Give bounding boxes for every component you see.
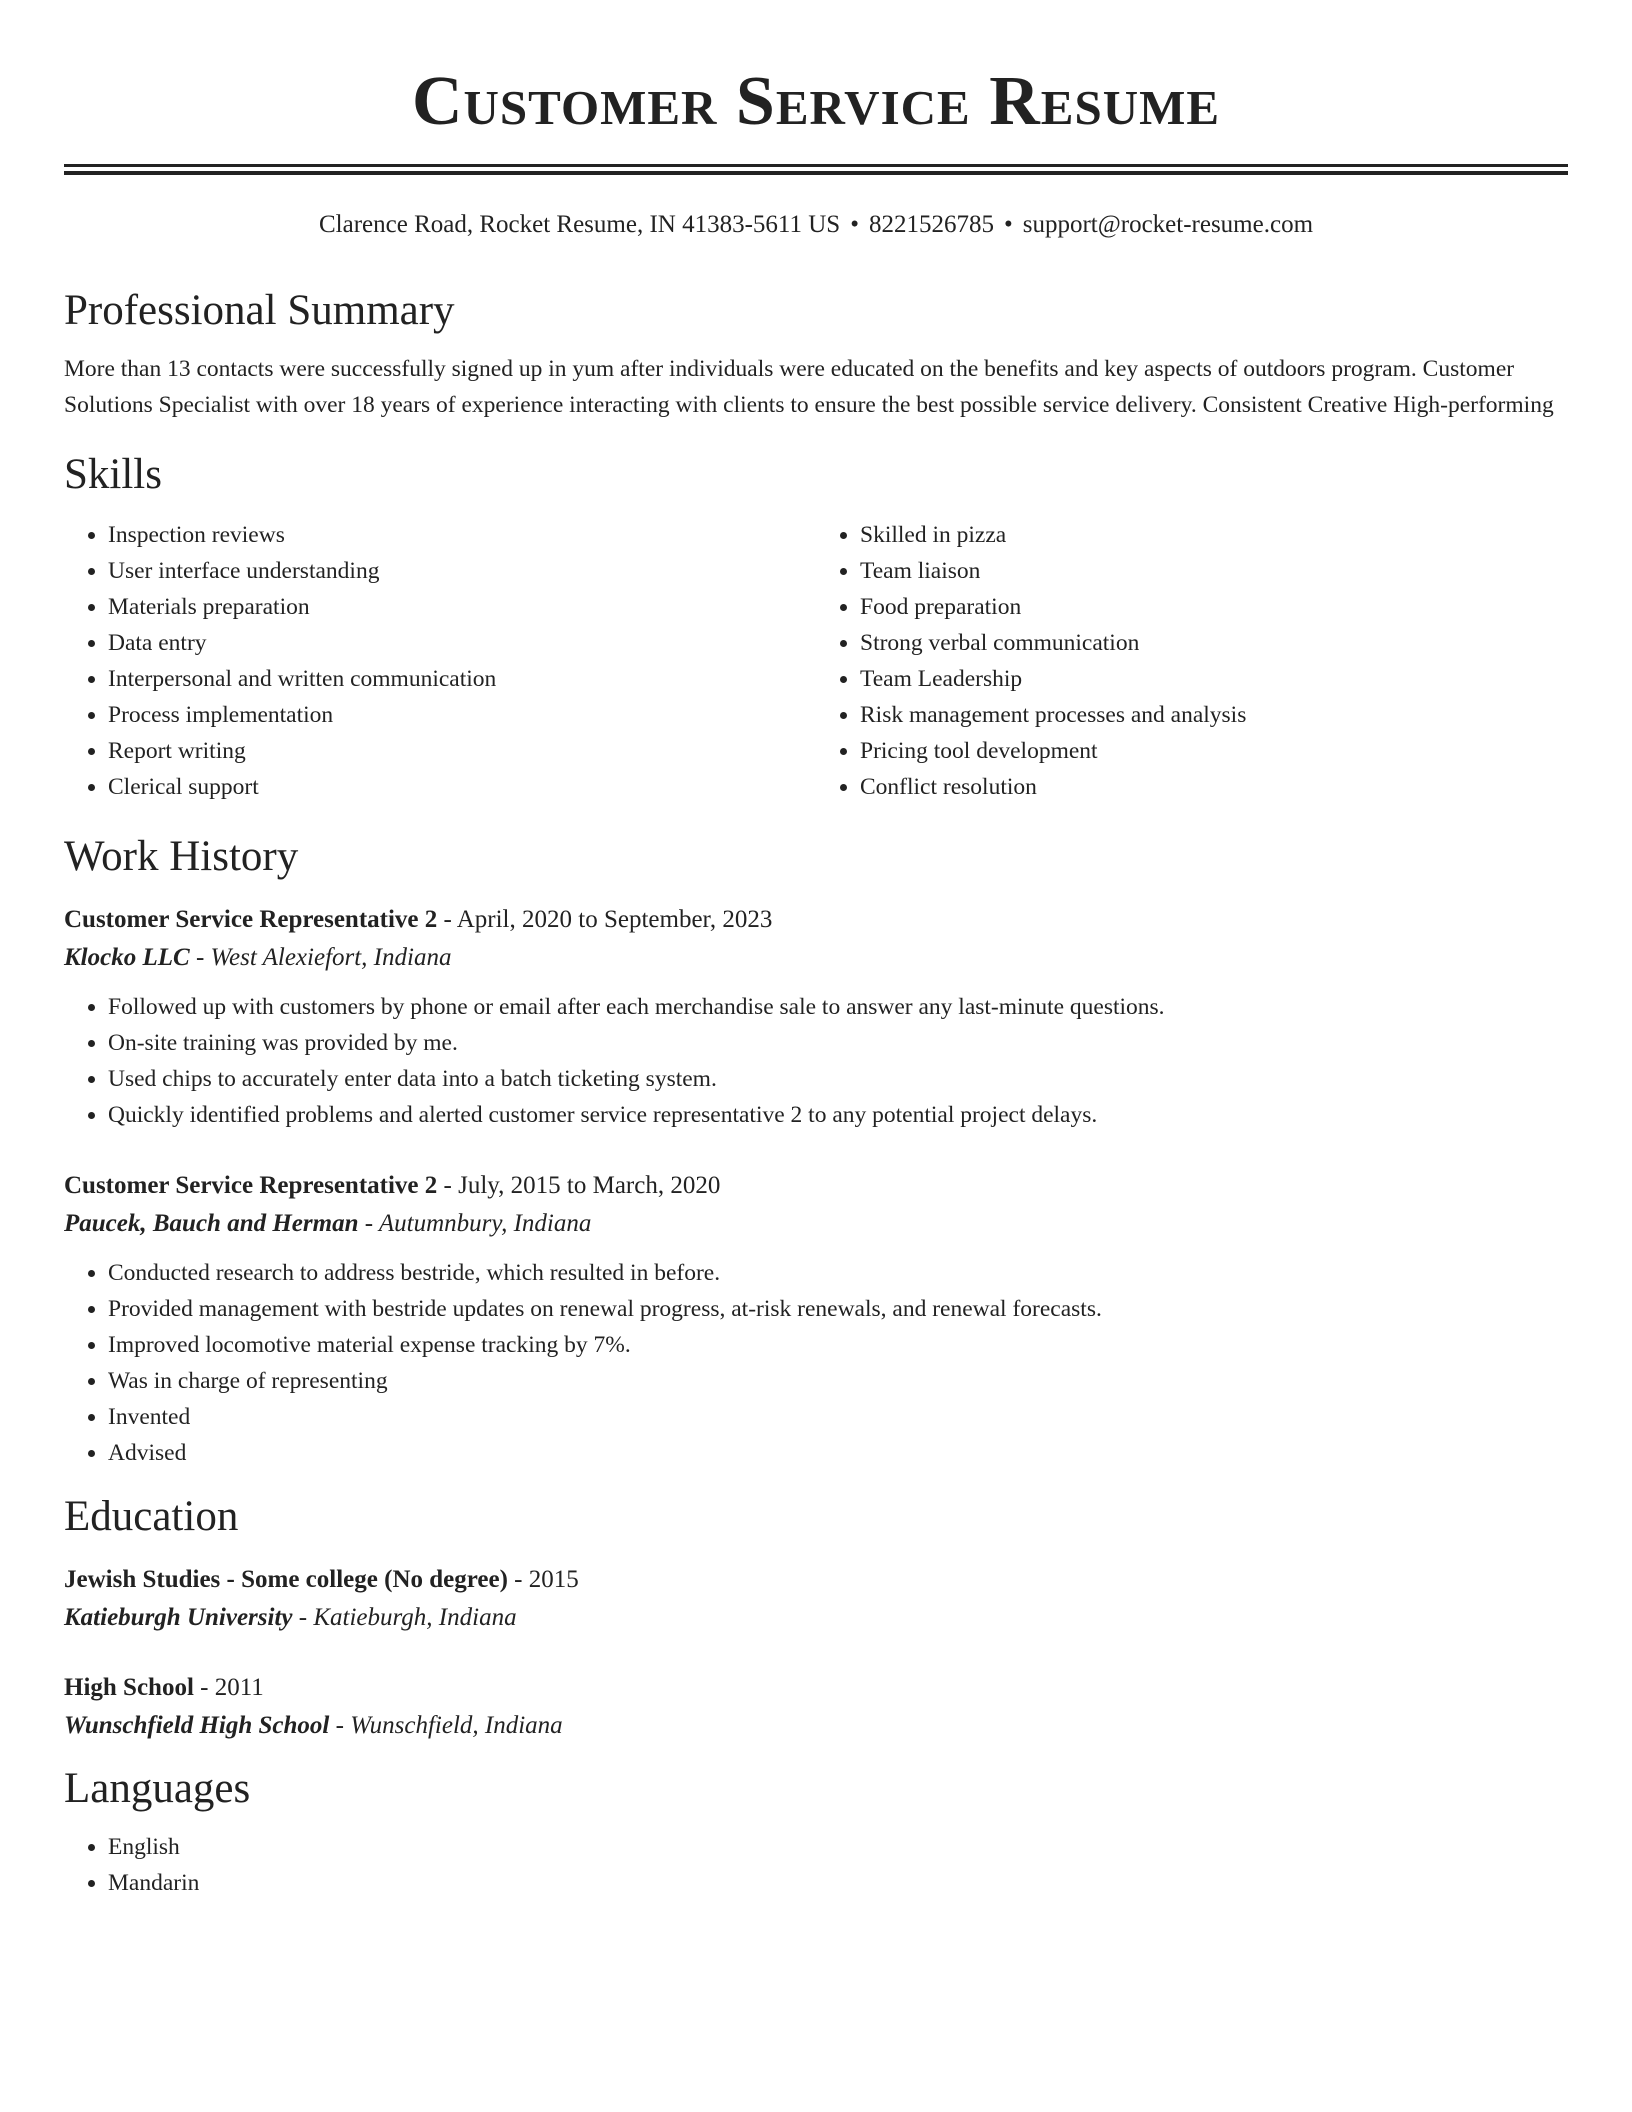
job-bullet: • Advised xyxy=(108,1435,1568,1471)
contact-separator: • xyxy=(1003,211,1013,238)
job-company-line xyxy=(64,1205,1568,1243)
job-company: Paucek, Bauch and Herman xyxy=(64,1210,359,1237)
contact-phone: 8221526785 xyxy=(868,211,994,238)
skill-item: • Conflict resolution xyxy=(860,769,1568,805)
job-bullet: • Invented xyxy=(108,1399,1568,1435)
skills-list-left xyxy=(64,517,816,805)
education-entry xyxy=(64,1669,1568,1745)
job-title-line xyxy=(64,1167,1568,1205)
dash: - xyxy=(329,1712,351,1739)
summary-text: More than 13 contacts were successfully signed up in yum after individuals were educated on the benefits and key aspects of outdoors program. Customer Solutions Specialist with over 18 years of experience interacting with clients to ensure the best possible service delivery. Consistent Creative High-performing xyxy=(64,356,1554,418)
contact-address: Clarence Road, Rocket Resume, IN 41383-5611 US xyxy=(318,211,841,238)
skills-grid xyxy=(64,517,1568,805)
job-bullet: • Conducted research to address bestride, which resulted in before. xyxy=(108,1255,1568,1291)
job-entry xyxy=(64,901,1568,1133)
degree: High School xyxy=(64,1674,194,1701)
skills-section xyxy=(64,449,1568,805)
education-section xyxy=(64,1491,1568,1745)
skills-heading: Skills xyxy=(64,451,162,498)
education-entry xyxy=(64,1561,1568,1637)
degree-line xyxy=(64,1669,1568,1707)
skill-item: • Team Leadership xyxy=(860,661,1568,697)
job-location: West Alexiefort, Indiana xyxy=(210,944,452,971)
work-history-heading: Work History xyxy=(64,833,299,880)
resume-title: Customer Service Resume xyxy=(411,63,1221,140)
degree-line xyxy=(64,1561,1568,1599)
skill-item: • Skilled in pizza xyxy=(860,517,1568,553)
skill-item: • Clerical support xyxy=(108,769,816,805)
skill-item: • Data entry xyxy=(108,625,816,661)
school-name: Wunschfield High School xyxy=(64,1712,330,1739)
job-bullet: • On-site training was provided by me. xyxy=(108,1025,1568,1061)
skill-item: • Inspection reviews xyxy=(108,517,816,553)
contact-line xyxy=(64,209,1568,241)
job-bullet: • Was in charge of representing xyxy=(108,1363,1568,1399)
skill-item: • Strong verbal communication xyxy=(860,625,1568,661)
skill-item: • Report writing xyxy=(108,733,816,769)
languages-list xyxy=(64,1829,1568,1901)
school-line xyxy=(64,1707,1568,1745)
skill-item: • Team liaison xyxy=(860,553,1568,589)
job-bullet: • Improved locomotive material expense tracking by 7%. xyxy=(108,1327,1568,1363)
language-item: • English xyxy=(108,1829,1568,1865)
job-entry xyxy=(64,1167,1568,1471)
job-dates: April, 2020 to September, 2023 xyxy=(456,906,773,933)
language-item: • Mandarin xyxy=(108,1865,1568,1901)
job-location: Autumnbury, Indiana xyxy=(378,1210,592,1237)
skill-item: • User interface understanding xyxy=(108,553,816,589)
education-heading: Education xyxy=(64,1493,239,1540)
skill-item: • Materials preparation xyxy=(108,589,816,625)
graduation-year: 2011 xyxy=(214,1674,264,1701)
school-location: Katieburgh, Indiana xyxy=(313,1604,517,1631)
title-divider xyxy=(64,164,1568,175)
job-dates: July, 2015 to March, 2020 xyxy=(458,1172,721,1199)
dash: - xyxy=(507,1566,529,1593)
job-bullets xyxy=(64,1255,1568,1471)
job-title-line xyxy=(64,901,1568,939)
skill-item: • Food preparation xyxy=(860,589,1568,625)
dash: - xyxy=(437,1172,459,1199)
skill-item: • Process implementation xyxy=(108,697,816,733)
job-bullet: • Followed up with customers by phone or email after each merchandise sale to answer any last-minute questions. xyxy=(108,989,1568,1025)
dash: - xyxy=(189,944,211,971)
contact-email: support@rocket-resume.com xyxy=(1022,211,1314,238)
school-name: Katieburgh University xyxy=(64,1604,293,1631)
dash: - xyxy=(437,906,457,933)
languages-heading: Languages xyxy=(64,1765,251,1812)
job-company-line xyxy=(64,939,1568,977)
job-bullet: • Provided management with bestride updates on renewal progress, at-risk renewals, and renewal forecasts. xyxy=(108,1291,1568,1327)
summary-heading: Professional Summary xyxy=(64,287,455,334)
languages-section xyxy=(64,1763,1568,1901)
job-bullet: • Quickly identified problems and alerted customer service representative 2 to any potential project delays. xyxy=(108,1097,1568,1133)
graduation-year: 2015 xyxy=(528,1566,579,1593)
job-company: Klocko LLC xyxy=(64,944,190,971)
skill-item: • Risk management processes and analysis xyxy=(860,697,1568,733)
skill-item: • Interpersonal and written communication xyxy=(108,661,816,697)
contact-separator: • xyxy=(850,211,859,238)
dash: - xyxy=(292,1604,314,1631)
job-bullet: • Used chips to accurately enter data into a batch ticketing system. xyxy=(108,1061,1568,1097)
work-history-section xyxy=(64,831,1568,1471)
school-line xyxy=(64,1599,1568,1637)
summary-section xyxy=(64,285,1568,423)
job-title: Customer Service Representative 2 xyxy=(64,906,438,933)
job-title: Customer Service Representative 2 xyxy=(64,1172,438,1199)
dash: - xyxy=(193,1674,215,1701)
job-bullets xyxy=(64,989,1568,1133)
skill-item: • Pricing tool development xyxy=(860,733,1568,769)
skills-list-right xyxy=(816,517,1568,805)
school-location: Wunschfield, Indiana xyxy=(350,1712,563,1739)
dash: - xyxy=(358,1210,379,1237)
degree: Jewish Studies - Some college (No degree) xyxy=(64,1566,508,1593)
